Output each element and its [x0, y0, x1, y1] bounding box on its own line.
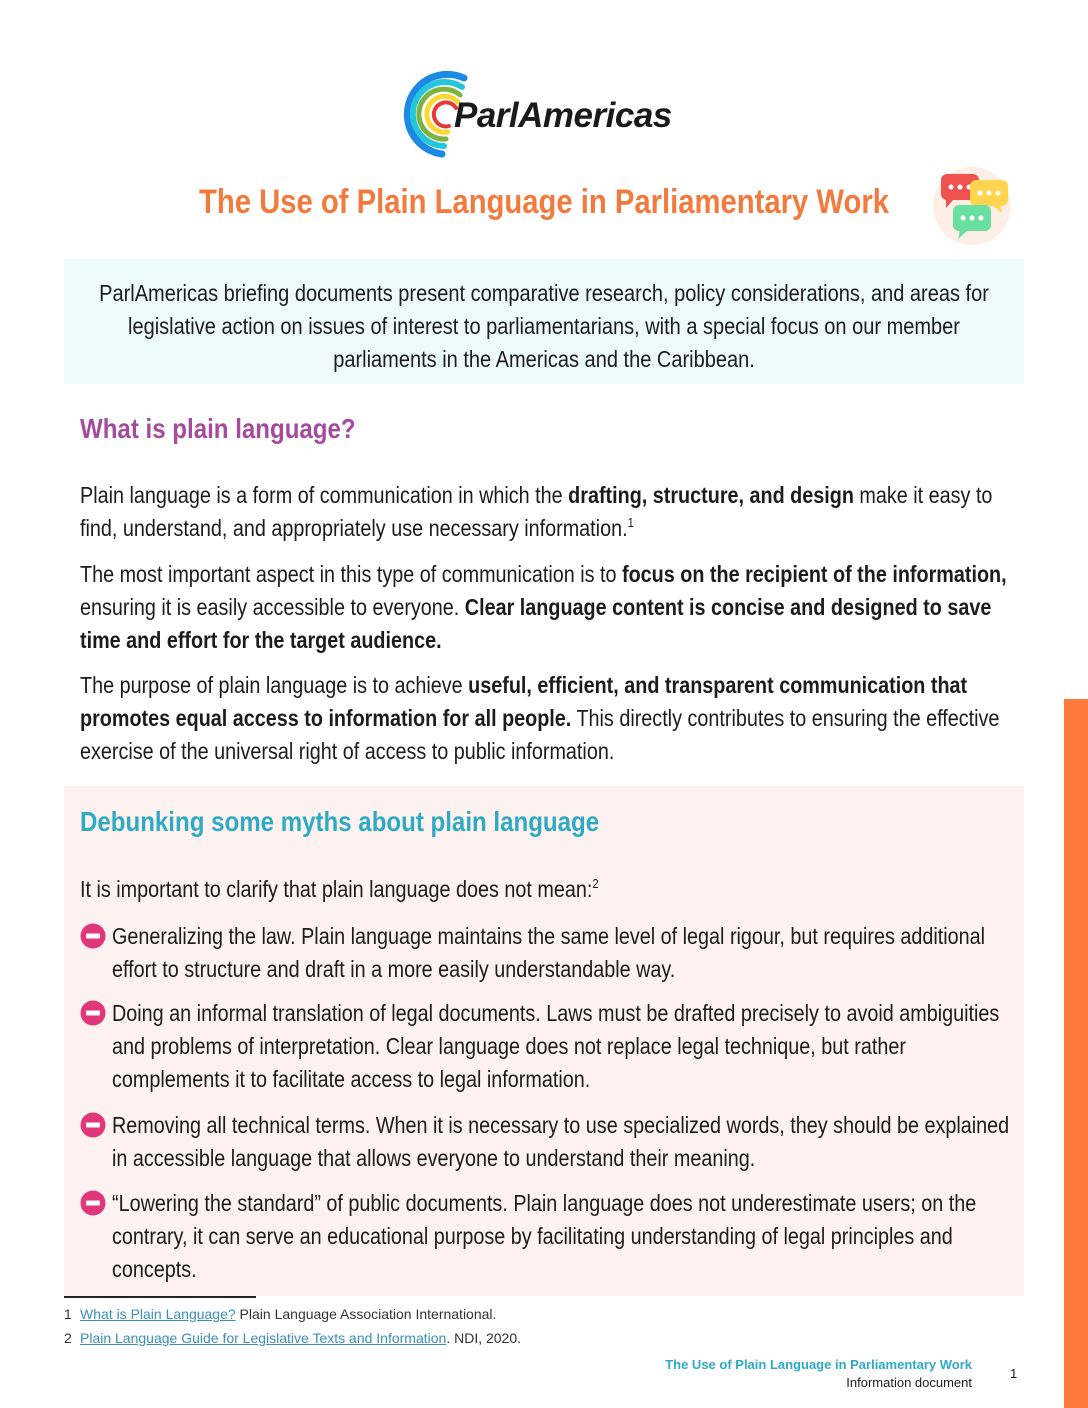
footer-subtitle: Information document	[846, 1375, 972, 1390]
intro-box	[64, 259, 1024, 384]
myth-item: “Lowering the standard” of public documents. Plain language does not underestimate users; on the contrary, it can serve an educational purpose by facilitating understanding of legal principles and concepts.	[112, 1190, 977, 1282]
page-number: 1	[1010, 1366, 1018, 1381]
footnote-1: 1 What is Plain Language? Plain Language Association International.	[64, 1306, 497, 1322]
myth-item: Removing all technical terms. When it is necessary to use specialized words, they should be explained in accessible language that allows everyone to understand their meaning.	[112, 1112, 1010, 1171]
minus-circle-icon	[80, 1190, 106, 1216]
logo-text: ParlAmericas	[454, 96, 672, 135]
myth-item: Doing an informal translation of legal documents. Laws must be drafted precisely to avoid ambiguities and problems of interpretation. Clear language does not replace legal technique, but rather complements it to facilitate access to legal information.	[112, 1000, 1000, 1092]
section-heading-what-is: What is plain language?	[80, 413, 356, 444]
section-heading-myths: Debunking some myths about plain language	[80, 806, 600, 837]
footnote-link-2[interactable]: Plain Language Guide for Legislative Texts and Information	[80, 1330, 447, 1346]
minus-circle-icon	[80, 1000, 106, 1026]
myths-intro: It is important to clarify that plain language does not mean:$^2$	[80, 876, 599, 902]
footnote-ref-2: 2	[592, 876, 599, 891]
accent-bar	[1064, 699, 1088, 1408]
footnote-2: 2 Plain Language Guide for Legislative Texts and Information. NDI, 2020.	[64, 1330, 522, 1346]
footnote-divider	[64, 1296, 256, 1298]
paragraph-definition: Plain language is a form of communication in which the drafting, structure, and design make it easy to find, understand, and appropriately use necessary information.$^1$	[80, 482, 993, 541]
minus-circle-icon	[80, 923, 106, 949]
paragraph-purpose: The purpose of plain language is to achieve useful, efficient, and transparent communication that promotes equal access to information for all people. This directly contributes to ensuring the effective exercise of the universal right of access to public information.	[80, 672, 1000, 764]
chat-bubbles-icon	[932, 166, 1012, 246]
footnote-link-1[interactable]: What is Plain Language?	[80, 1306, 236, 1322]
parlamericas-logo	[392, 68, 702, 160]
page-title: The Use of Plain Language in Parliamentary Work	[198, 183, 890, 221]
intro-text: ParlAmericas briefing documents present comparative research, policy considerations, and areas for legislative action on issues of interest to parliamentarians, with a special focus on our member parliaments in the Americas and the Caribbean.	[99, 280, 989, 372]
minus-circle-icon	[80, 1112, 106, 1138]
myth-item: Generalizing the law. Plain language maintains the same level of legal rigour, but requires additional effort to structure and draft in a more easily understandable way.	[112, 923, 986, 982]
paragraph-recipient: The most important aspect in this type of communication is to focus on the recipient of the information, ensuring it is easily accessible to everyone. Clear language content is concise and designed to save time and effort for the target audience.	[80, 561, 1007, 653]
footer-title: The Use of Plain Language in Parliamentary Work	[665, 1357, 972, 1372]
footnote-ref-1: 1	[627, 515, 634, 530]
